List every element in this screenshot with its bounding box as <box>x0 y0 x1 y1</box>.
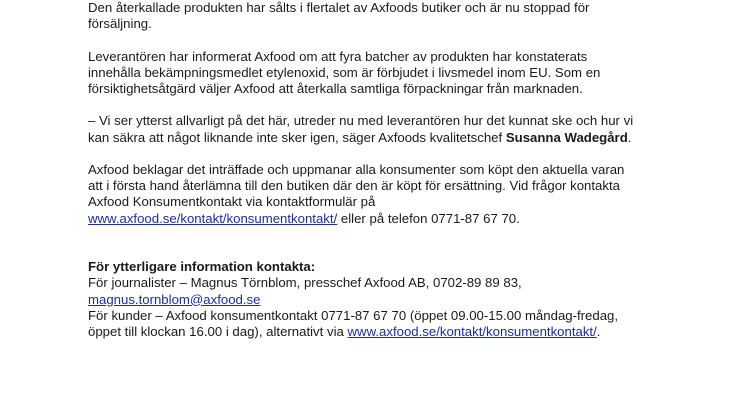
text-line <box>88 130 738 146</box>
quote-text: kan säkra att något liknande inte sker igen, säger Axfoods kvalitetschef <box>88 129 506 145</box>
sentence-end: . <box>596 324 601 339</box>
press-release-body <box>88 0 738 340</box>
paragraph-supplier-info <box>88 49 738 98</box>
paragraph-apology <box>88 162 738 227</box>
paragraph-quote <box>88 113 738 145</box>
text-line: att i första hand återlämna till den butiken där den är köpt för ersättning. Vid frågor kontakta <box>88 178 620 194</box>
text-line: Axfood Konsumentkontakt via kontaktformulär på <box>88 194 376 210</box>
customer-contact-text: öppet till klockan 16.00 i dag), alternativt via <box>88 324 348 339</box>
text-line: Den återkallade produkten har sålts i flertalet av Axfoods butiker och är nu stoppad för <box>88 0 590 15</box>
customer-contact-link[interactable]: www.axfood.se/kontakt/konsumentkontakt/ <box>347 324 597 339</box>
customer-contact: För kunder – Axfood konsumentkontakt 0771-87 67 70 (öppet 09.00-15.00 måndag-fredag, <box>88 307 619 323</box>
text-line: – Vi ser ytterst allvarligt på det här, utreder nu med leverantören hur det kunnat ske och hur vi <box>88 113 634 129</box>
text-line: innehålla bekämpningsmedlet etylenoxid, som är förbjudet i livsmedel inom EU. Som en <box>88 64 601 80</box>
text-line: Axfood beklagar det inträffade och uppmanar alla konsumenter som köpt den aktuella varan <box>88 161 625 177</box>
paragraph-spacer <box>88 32 738 48</box>
contact-section <box>88 259 738 340</box>
paragraph-spacer <box>88 146 738 162</box>
press-email-link[interactable]: magnus.tornblom@axfood.se <box>88 291 261 307</box>
journalist-contact: För journalister – Magnus Törnblom, presschef Axfood AB, 0702-89 89 83, <box>88 275 522 291</box>
consumer-contact-link[interactable]: www.axfood.se/kontakt/konsumentkontakt/ <box>88 210 338 226</box>
text-line <box>88 324 738 340</box>
text-line: försiktighetsåtgärd väljer Axfood att återkalla samtliga förpackningar från marknaden. <box>88 81 583 96</box>
contact-heading: För ytterligare information kontakta: <box>88 259 316 275</box>
quote-end: . <box>627 129 632 145</box>
paragraph-spacer <box>88 97 738 113</box>
text-line: försäljning. <box>88 16 152 32</box>
quality-chief-name: Susanna Wadegård <box>505 129 628 145</box>
paragraph-sales-status <box>88 0 738 32</box>
text-line <box>88 292 738 308</box>
section-spacer <box>88 227 738 259</box>
phone-text: eller på telefon 0771-87 67 70. <box>337 210 520 226</box>
text-line <box>88 211 738 227</box>
text-line: Leverantören har informerat Axfood om att fyra batcher av produkten har konstaterats <box>88 48 588 64</box>
